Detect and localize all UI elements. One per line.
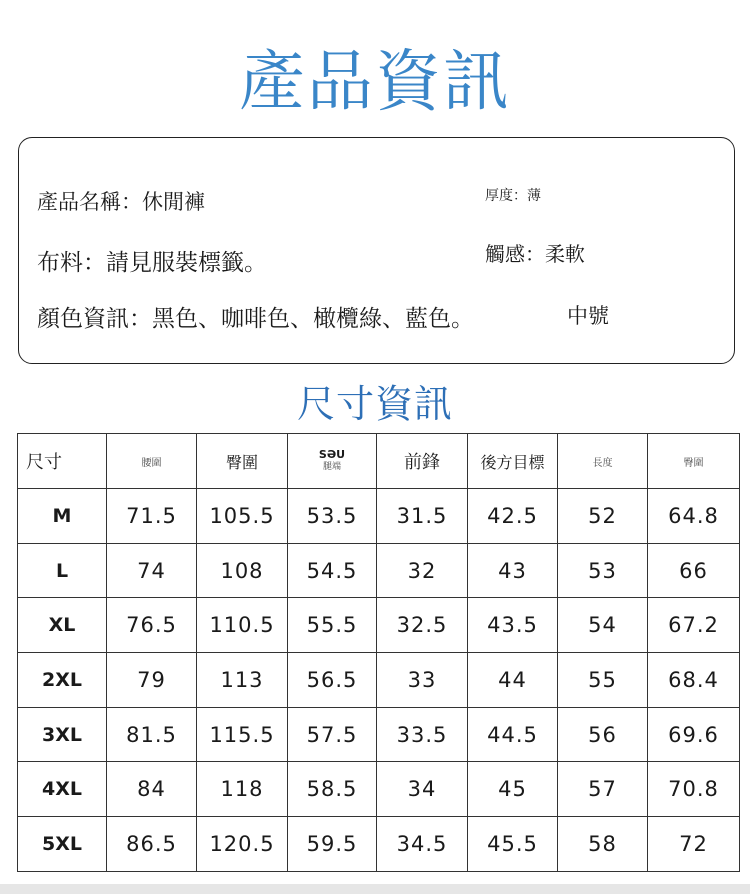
measurement-cell: 59.5	[288, 817, 377, 872]
header-hip-2: 臀圍	[648, 434, 740, 489]
product-thickness: 厚度：薄	[485, 188, 541, 204]
size-label-cell: 2XL	[18, 653, 107, 708]
measurement-cell: 31.5	[377, 489, 468, 544]
measurement-cell: 54.5	[288, 543, 377, 598]
measurement-cell: 43	[468, 543, 558, 598]
measurement-cell: 34	[377, 762, 468, 817]
size-table	[17, 433, 740, 872]
measurement-cell: 54	[558, 598, 648, 653]
bottom-divider	[0, 884, 750, 894]
measurement-cell: 69.6	[648, 707, 740, 762]
size-label-cell: 5XL	[18, 817, 107, 872]
product-size-note: 中號	[567, 304, 609, 328]
measurement-cell: 32	[377, 543, 468, 598]
size-label-cell: L	[18, 543, 107, 598]
product-fabric: 布料：請見服裝標籤。	[37, 250, 267, 276]
measurement-cell: 53	[558, 543, 648, 598]
measurement-cell: 34.5	[377, 817, 468, 872]
header-waist: 腰圍	[107, 434, 197, 489]
size-section-title: 尺寸資訊	[296, 382, 453, 426]
measurement-cell: 108	[197, 543, 288, 598]
header-front-rise: 前鋒	[377, 434, 468, 489]
product-name: 產品名稱：休閒褲	[37, 190, 205, 214]
header-length: 長度	[558, 434, 648, 489]
measurement-cell: 81.5	[107, 707, 197, 762]
table-row	[18, 543, 740, 598]
size-label-cell: XL	[18, 598, 107, 653]
measurement-cell: 45	[468, 762, 558, 817]
measurement-cell: 43.5	[468, 598, 558, 653]
measurement-cell: 68.4	[648, 653, 740, 708]
measurement-cell: 52	[558, 489, 648, 544]
measurement-cell: 58	[558, 817, 648, 872]
table-row	[18, 653, 740, 708]
measurement-cell: 110.5	[197, 598, 288, 653]
measurement-cell: 118	[197, 762, 288, 817]
table-row	[18, 598, 740, 653]
measurement-cell: 74	[107, 543, 197, 598]
measurement-cell: 56.5	[288, 653, 377, 708]
measurement-cell: 44.5	[468, 707, 558, 762]
table-row	[18, 489, 740, 544]
product-info-box	[18, 137, 735, 364]
table-row	[18, 817, 740, 872]
header-leg-opening-sub: 腿端	[322, 462, 341, 472]
measurement-cell: 76.5	[107, 598, 197, 653]
measurement-cell: 57	[558, 762, 648, 817]
measurement-cell: 33.5	[377, 707, 468, 762]
measurement-cell: 115.5	[197, 707, 288, 762]
measurement-cell: 70.8	[648, 762, 740, 817]
header-size: 尺寸	[18, 434, 107, 489]
measurement-cell: 64.8	[648, 489, 740, 544]
size-label-cell: 4XL	[18, 762, 107, 817]
table-row	[18, 762, 740, 817]
measurement-cell: 84	[107, 762, 197, 817]
measurement-cell: 44	[468, 653, 558, 708]
product-colors: 顏色資訊：黑色、咖啡色、橄欖綠、藍色。	[37, 306, 474, 332]
measurement-cell: 55	[558, 653, 648, 708]
measurement-cell: 105.5	[197, 489, 288, 544]
measurement-cell: 86.5	[107, 817, 197, 872]
measurement-cell: 58.5	[288, 762, 377, 817]
measurement-cell: 71.5	[107, 489, 197, 544]
size-label-cell: M	[18, 489, 107, 544]
measurement-cell: 56	[558, 707, 648, 762]
measurement-cell: 67.2	[648, 598, 740, 653]
header-leg-opening-label: SƏU	[318, 448, 346, 461]
measurement-cell: 66	[648, 543, 740, 598]
product-touch: 觸感：柔軟	[485, 242, 585, 266]
measurement-cell: 113	[197, 653, 288, 708]
page-title: 產品資訊	[239, 43, 511, 120]
measurement-cell: 32.5	[377, 598, 468, 653]
measurement-cell: 45.5	[468, 817, 558, 872]
header-back-rise: 後方目標	[468, 434, 558, 489]
header-hip: 臀圍	[197, 434, 288, 489]
measurement-cell: 72	[648, 817, 740, 872]
measurement-cell: 79	[107, 653, 197, 708]
size-label-cell: 3XL	[18, 707, 107, 762]
measurement-cell: 120.5	[197, 817, 288, 872]
table-header-row	[18, 434, 740, 489]
measurement-cell: 55.5	[288, 598, 377, 653]
measurement-cell: 42.5	[468, 489, 558, 544]
measurement-cell: 33	[377, 653, 468, 708]
measurement-cell: 57.5	[288, 707, 377, 762]
header-leg-opening	[288, 434, 377, 489]
measurement-cell: 53.5	[288, 489, 377, 544]
table-row	[18, 707, 740, 762]
